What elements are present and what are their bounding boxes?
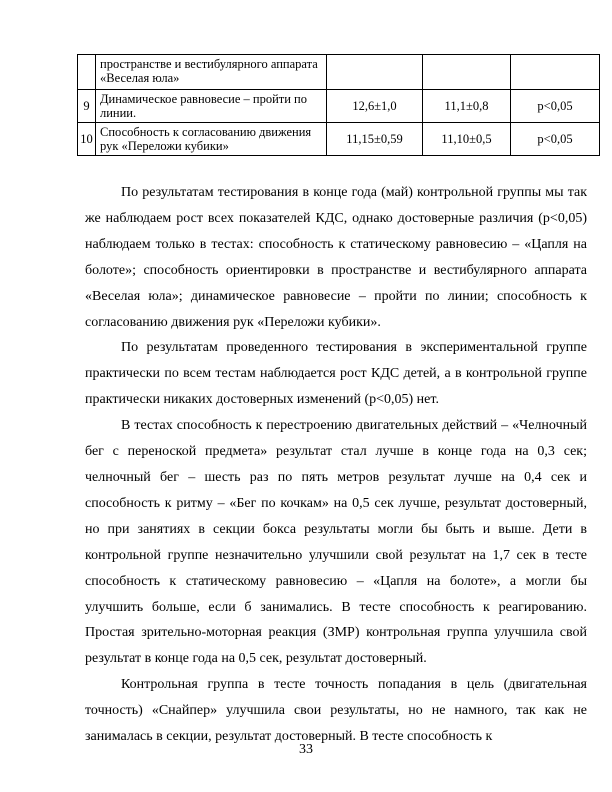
row-number-cell: 10 bbox=[78, 123, 96, 156]
start-value-cell: 12,6±1,0 bbox=[327, 90, 423, 123]
page-number: 33 bbox=[299, 742, 313, 757]
significance-cell: p<0,05 bbox=[511, 123, 600, 156]
significance-cell bbox=[511, 55, 600, 90]
start-value-cell: 11,15±0,59 bbox=[327, 123, 423, 156]
row-number-cell: 9 bbox=[78, 90, 96, 123]
test-description-cell: Динамическое равновесие – пройти по линии. bbox=[96, 90, 327, 123]
table-row bbox=[78, 55, 600, 90]
table-row bbox=[78, 123, 600, 156]
table-row bbox=[78, 90, 600, 123]
paragraph: Контрольная группа в тесте точность попадания в цель (двигательная точность) «Снайпер» улучшила свои результаты, но не намного, так как не занималась в секции, результат достоверный. В тесте способность к bbox=[85, 677, 587, 745]
end-value-cell bbox=[423, 55, 511, 90]
body-text bbox=[85, 180, 587, 750]
results-table bbox=[77, 54, 600, 156]
end-value-cell: 11,1±0,8 bbox=[423, 90, 511, 123]
paragraph: По результатам проведенного тестирования в экспериментальной группе практически по всем тестам наблюдается рост КДС детей, а в контрольной группе практически никаких достоверных изменений (p<0,05) нет. bbox=[85, 340, 587, 408]
start-value-cell bbox=[327, 55, 423, 90]
end-value-cell: 11,10±0,5 bbox=[423, 123, 511, 156]
row-number-cell bbox=[78, 55, 96, 90]
test-description-cell: Способность к согласованию движения рук «Переложи кубики» bbox=[96, 123, 327, 156]
significance-cell: p<0,05 bbox=[511, 90, 600, 123]
paragraph: В тестах способность к перестроению двигательных действий – «Челночный бег с переноской предмета» результат стал лучше в конце года на 0,3 сек; челночный бег – шесть раз по пять метров результат лучше на 0,4 сек и способность к ритму – «Бег по кочкам» на 0,5 сек лучше, результат достоверный, но при занятиях в секции бокса результаты могли бы быть и выше. Дети в контрольной группе незначительно улучшили свой результат на 1,7 сек в тесте способность к статическому равновесию – «Цапля на болоте», а могли бы улучшить больше, если б занимались. В тесте способность к реагированию. Простая зрительно-моторная реакция (ЗМР) контрольная группа улучшила свой результат в конце года на 0,5 сек, результат достоверный. bbox=[85, 418, 587, 667]
test-description-cell: пространстве и вестибулярного аппарата «Веселая юла» bbox=[96, 55, 327, 90]
paragraph: По результатам тестирования в конце года (май) контрольной группы мы так же наблюдаем рост всех показателей КДС, однако достоверные различия (p<0,05) наблюдаем только в тестах: способность к статическому равновесию – «Цапля на болоте»; способность ориентировки в пространстве и вестибулярного аппарата «Веселая юла»; динамическое равновесие – пройти по линии; способность к согласованию движения рук «Переложи кубики». bbox=[85, 185, 587, 330]
